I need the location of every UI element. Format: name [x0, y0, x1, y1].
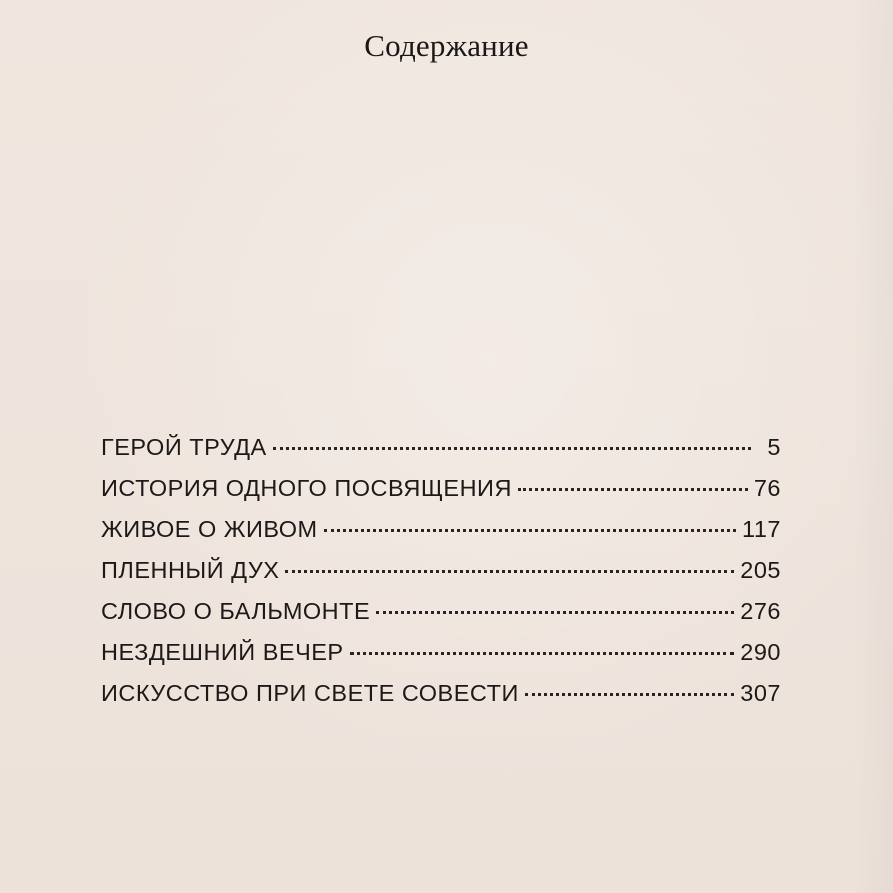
toc-entry-page-number: 276: [740, 598, 781, 624]
toc-entry-page-number: 5: [767, 434, 781, 460]
page-edge-shadow: [853, 0, 893, 893]
toc-entry-geroy-truda[interactable]: [101, 434, 781, 475]
toc-entry-page-number: 117: [742, 516, 781, 542]
toc-entry-title: ЖИВОЕ О ЖИВОМ: [101, 516, 318, 542]
toc-leader-dots: [324, 529, 736, 532]
toc-entry-title: СЛОВО О БАЛЬМОНТЕ: [101, 598, 371, 624]
toc-entry-title: ПЛЕННЫЙ ДУХ: [101, 557, 280, 583]
toc-leader-dots: [518, 488, 748, 491]
toc-leader-dots: [273, 447, 751, 450]
toc-entry-plennyy-dukh[interactable]: [101, 557, 781, 598]
toc-entry-page-number: 76: [753, 475, 781, 501]
toc-entry-page-number: 307: [740, 680, 781, 706]
toc-entry-iskusstvo-pri-svete-sovesti[interactable]: [101, 680, 781, 721]
toc-entry-title: ИСКУССТВО ПРИ СВЕТЕ СОВЕСТИ: [101, 680, 519, 706]
toc-leader-dots: [350, 652, 735, 655]
toc-entry-zhivoe-o-zhivom[interactable]: [101, 516, 781, 557]
page-title: Содержание: [364, 28, 529, 63]
toc-entry-nezdeshniy-vecher[interactable]: [101, 639, 781, 680]
toc-leader-dots: [525, 693, 734, 696]
toc-leader-dots: [285, 570, 734, 573]
toc-entry-page-number: 290: [740, 639, 781, 665]
toc-entry-page-number: 205: [740, 557, 781, 583]
toc-entry-title: ИСТОРИЯ ОДНОГО ПОСВЯЩЕНИЯ: [101, 475, 512, 501]
toc-entry-title: НЕЗДЕШНИЙ ВЕЧЕР: [101, 639, 344, 665]
toc-entry-istoriya-odnogo-posvyashcheniya[interactable]: [101, 475, 781, 516]
toc-entry-slovo-o-balmonte[interactable]: [101, 598, 781, 639]
toc-leader-dots: [376, 611, 734, 614]
toc-entry-title: ГЕРОЙ ТРУДА: [101, 434, 267, 460]
table-of-contents: [101, 434, 781, 721]
